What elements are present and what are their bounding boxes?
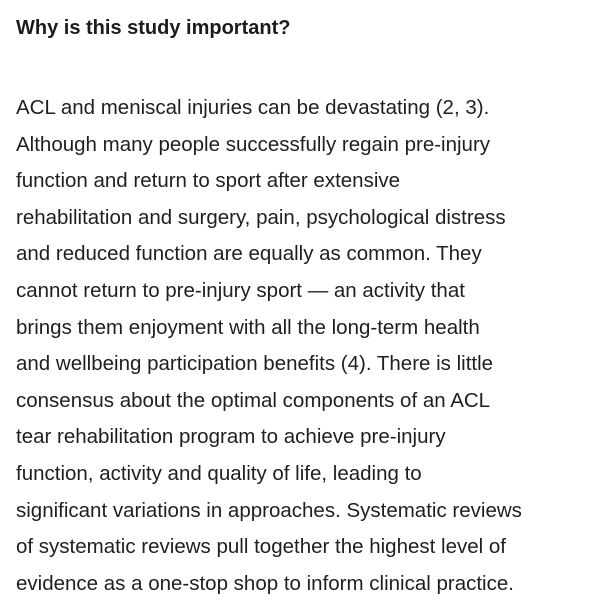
paragraph-line: evidence as a one-stop shop to inform clinical practice.	[16, 571, 514, 595]
paragraph-line: and wellbeing participation benefits (4). There is little	[16, 352, 494, 376]
paragraph-line: significant variations in approaches. Systematic reviews	[16, 498, 522, 522]
paragraph-line: cannot return to pre-injury sport — an activity that	[16, 278, 465, 302]
paragraph-line: brings them enjoyment with all the long-term health	[16, 315, 480, 339]
paragraph-line: tear rehabilitation program to achieve pre-injury	[16, 425, 446, 449]
paragraph-line: function and return to sport after extensive	[16, 169, 401, 193]
paragraph-line: of systematic reviews pull together the highest level of	[16, 535, 506, 559]
paragraph-line: rehabilitation and surgery, pain, psychological distress	[16, 205, 506, 229]
section-heading: Why is this study important?	[16, 17, 291, 39]
paragraph-line: function, activity and quality of life, leading to	[16, 461, 422, 485]
body-paragraph	[16, 90, 580, 600]
paragraph-line: consensus about the optimal components of an ACL	[16, 388, 491, 412]
paragraph-line: Although many people successfully regain pre-injury	[16, 132, 491, 156]
paragraph-line: and reduced function are equally as common. They	[16, 242, 482, 266]
paragraph-line: ACL and meniscal injuries can be devastating (2, 3).	[16, 96, 490, 119]
